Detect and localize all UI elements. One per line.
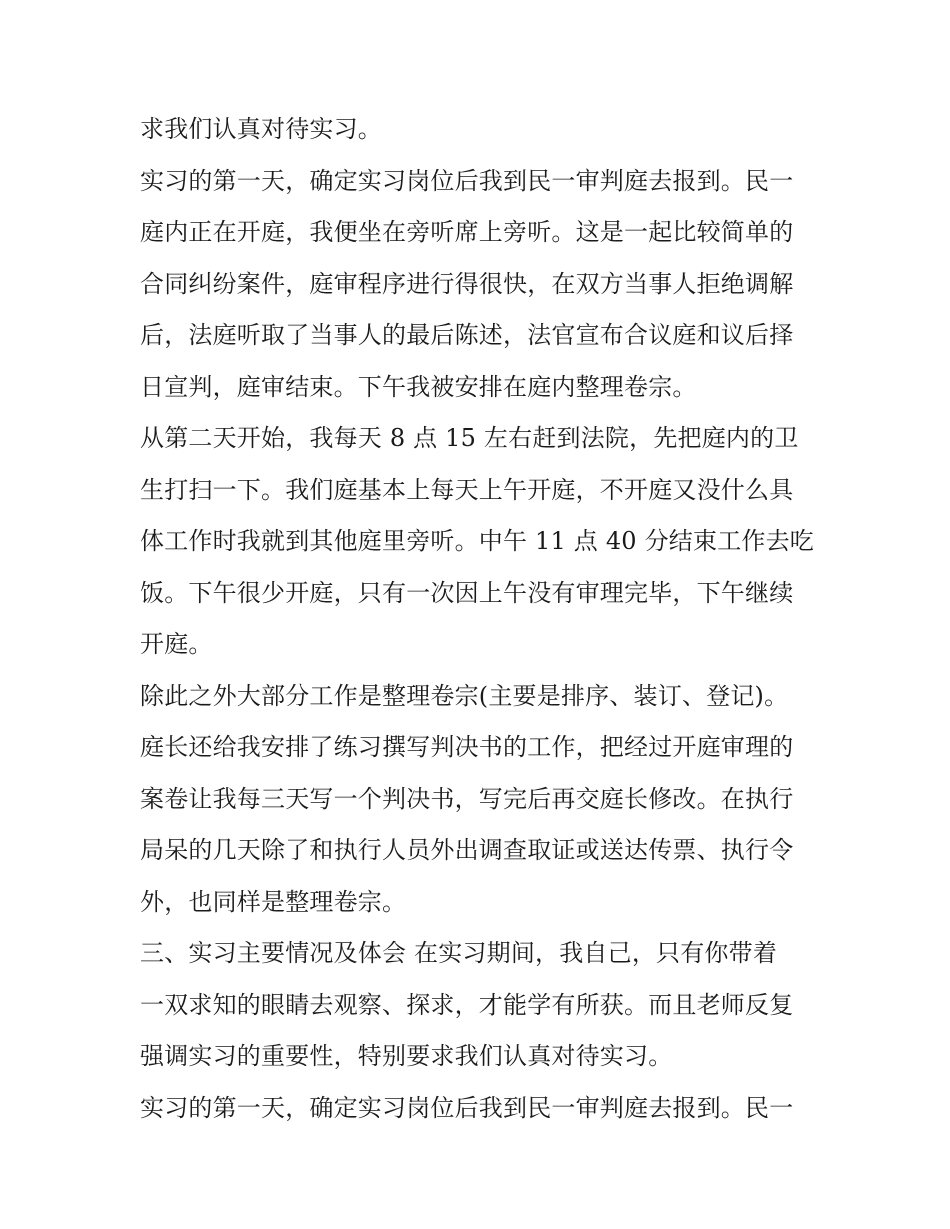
- text-line: 从第二天开始，我每天 8 点 15 左右赶到法院，先把庭内的卫: [140, 424, 799, 452]
- paragraph-2: [140, 156, 820, 414]
- text-line: 生打扫一下。我们庭基本上每天上午开庭，不开庭又没什么具: [140, 475, 794, 504]
- text-line: 后，法庭听取了当事人的最后陈述，法官宣布合议庭和议后择: [140, 321, 794, 349]
- text-line: 合同纠纷案件，庭审程序进行得很快，在双方当事人拒绝调解: [140, 269, 794, 298]
- paragraph-1: [140, 104, 820, 156]
- text-line: 局呆的几天除了和执行人员外出调查取证或送达传票、执行令: [140, 836, 794, 864]
- text-line: 除此之外大部分工作是整理卷宗(主要是排序、装订、登记)。: [140, 681, 789, 710]
- text-line: 求我们认真对待实习。: [140, 115, 382, 143]
- text-line: 庭内正在开庭，我便坐在旁听席上旁听。这是一起比较简单的: [140, 218, 794, 246]
- text-line: 日宣判，庭审结束。下午我被安排在庭内整理卷宗。: [140, 372, 697, 401]
- text-line: 实习的第一天，确定实习岗位后我到民一审判庭去报到。民一: [140, 166, 794, 195]
- text-line: 强调实习的重要性，特别要求我们认真对待实习。: [140, 1042, 673, 1070]
- paragraph-4: [140, 671, 820, 929]
- text-line: 案卷让我每三天写一个判决书，写完后再交庭长修改。在执行: [140, 784, 794, 813]
- text-line: 开庭。: [140, 630, 213, 658]
- paragraph-3: [140, 413, 820, 671]
- text-line: 一双求知的眼睛去观察、探求，才能学有所获。而且老师反复: [140, 990, 794, 1019]
- text-line: 饭。下午很少开庭，只有一次因上午没有审理完毕，下午继续: [140, 578, 794, 607]
- body-text: [140, 104, 820, 1134]
- paragraph-6: [140, 1083, 820, 1135]
- text-line: 庭长还给我安排了练习撰写判决书的工作，把经过开庭审理的: [140, 733, 794, 761]
- text-line: 体工作时我就到其他庭里旁听。中午 11 点 40 分结束工作去吃: [140, 527, 814, 555]
- paragraph-5: [140, 928, 820, 1083]
- text-line: 外，也同样是整理卷宗。: [140, 887, 407, 916]
- text-line: 三、实习主要情况及体会 在实习期间，我自己，只有你带着: [140, 939, 778, 967]
- text-line: 实习的第一天，确定实习岗位后我到民一审判庭去报到。民一: [140, 1093, 794, 1122]
